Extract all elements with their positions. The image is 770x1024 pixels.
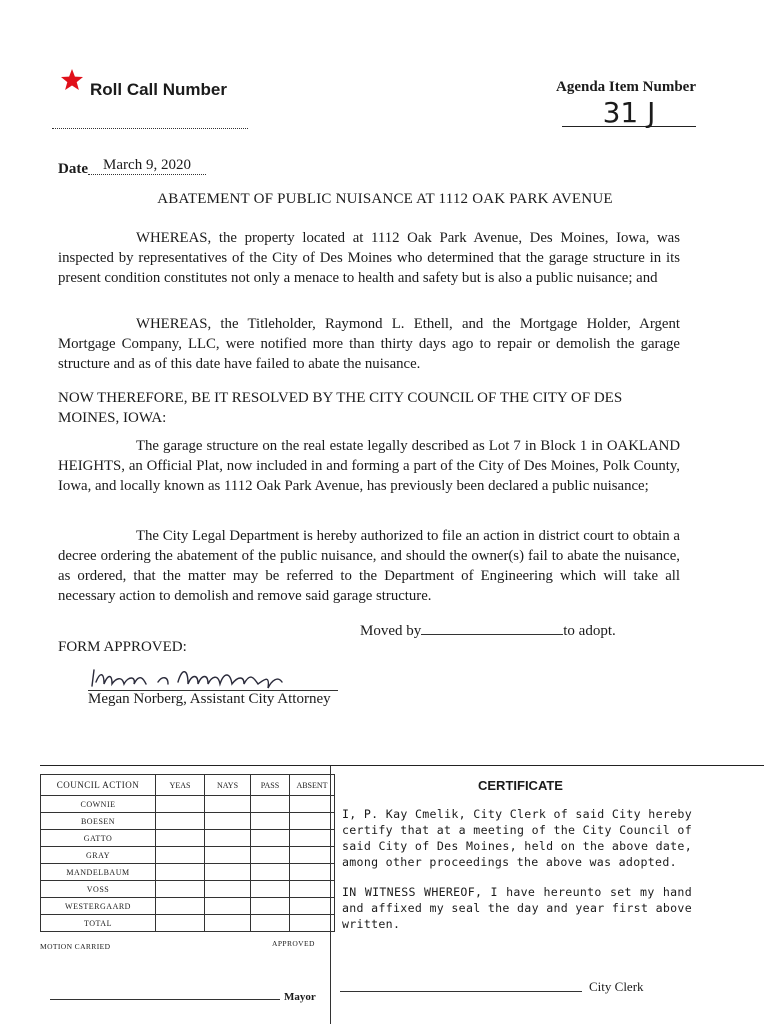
moved-by-line [360, 622, 616, 640]
agenda-item-number: 31 J [562, 100, 696, 127]
mayor-label: Mayor [284, 991, 316, 1003]
table-row [41, 796, 335, 813]
mayor-signature-line [50, 999, 280, 1000]
table-row [41, 898, 335, 915]
table-row [41, 847, 335, 864]
table-row [41, 864, 335, 881]
council-action-table [40, 774, 335, 932]
agenda-item-label: Agenda Item Number [556, 79, 696, 95]
table-row [41, 881, 335, 898]
member-name: MANDELBAUM [41, 864, 156, 881]
star-icon [60, 68, 84, 92]
moved-by-blank [421, 622, 563, 635]
date-label: Date [58, 161, 88, 177]
certificate-body: I, P. Kay Cmelik, City Clerk of said City hereby certify that at a meeting of the City Council of said City of Des Moines, held on the above date, among other proceedings the above was adopted. [342, 807, 692, 869]
roll-call-label: Roll Call Number [90, 80, 227, 99]
garage-paragraph: The garage structure on the real estate legally described as Lot 7 in Block 1 in OAKLAND HEIGHTS, an Official Plat, now included in and forming a part of the City of Des Moines, Polk County, Iowa, and locally known as 1112 Oak Park Avenue, has previously been declared a public nuisance; [58, 438, 680, 494]
table-row [41, 813, 335, 830]
certificate-title: CERTIFICATE [478, 778, 563, 793]
column-divider [330, 766, 331, 1024]
table-row [41, 830, 335, 847]
resolved-paragraph: NOW THEREFORE, BE IT RESOLVED BY THE CITY COUNCIL OF THE CITY OF DES MOINES, IOWA: [58, 390, 623, 426]
city-clerk-label: City Clerk [589, 979, 644, 994]
table-header-row [41, 775, 335, 796]
member-name: GATTO [41, 830, 156, 847]
table-header: PASS [251, 775, 290, 796]
member-name: COWNIE [41, 796, 156, 813]
member-name: WESTERGAARD [41, 898, 156, 915]
handwritten-signature [88, 662, 338, 690]
signer-name: Megan Norberg, Assistant City Attorney [88, 691, 331, 707]
roll-call-number-line [52, 128, 248, 129]
form-approved-label: FORM APPROVED: [58, 639, 187, 655]
whereas-paragraph-2: WHEREAS, the Titleholder, Raymond L. Ethell, and the Mortgage Holder, Argent Mortgage Company, LLC, were notified more than thirty days ago to repair or demolish the garage structure and as of this date have failed to abate the nuisance. [58, 316, 680, 372]
approved-label: APPROVED [272, 939, 315, 948]
section-divider [40, 765, 764, 766]
document-title: ABATEMENT OF PUBLIC NUISANCE AT 1112 OAK PARK AVENUE [157, 191, 613, 207]
to-adopt-label: to adopt. [563, 623, 616, 639]
clerk-signature-line [340, 991, 582, 992]
member-name: TOTAL [41, 915, 156, 932]
member-name: GRAY [41, 847, 156, 864]
date-value: March 9, 2020 [88, 157, 206, 175]
legal-paragraph: The City Legal Department is hereby authorized to file an action in district court to obtain a decree ordering the abatement of the public nuisance, and should the owner(s) fail to abate the nuisance, as ordered, that the matter may be referred to the Department of Engineering which will take all necessary action to demolish and remove said garage structure. [58, 528, 680, 604]
table-header: ABSENT [290, 775, 335, 796]
certificate-witness: IN WITNESS WHEREOF, I have hereunto set my hand and affixed my seal the day and year first above written. [342, 885, 692, 931]
member-name: VOSS [41, 881, 156, 898]
member-name: BOESEN [41, 813, 156, 830]
motion-carried-label: MOTION CARRIED [40, 942, 111, 951]
table-row-total [41, 915, 335, 932]
table-header: YEAS [156, 775, 205, 796]
moved-by-label: Moved by [360, 623, 422, 639]
table-header: NAYS [205, 775, 251, 796]
table-header: COUNCIL ACTION [41, 775, 156, 796]
whereas-paragraph-1: WHEREAS, the property located at 1112 Oak Park Avenue, Des Moines, Iowa, was inspected by representatives of the City of Des Moines who determined that the garage structure in its present condition constitutes not only a menace to health and safety but is also a public nuisance; and [58, 230, 680, 286]
